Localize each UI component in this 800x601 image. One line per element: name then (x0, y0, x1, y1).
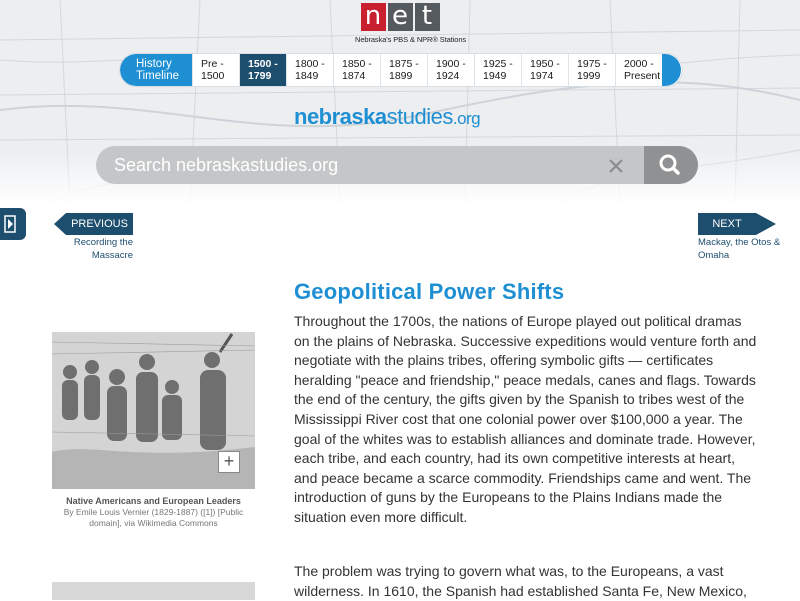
second-figure-image[interactable] (52, 582, 255, 600)
timeline-item-line1: 1850 - (342, 58, 372, 70)
next-page-link[interactable] (698, 236, 798, 262)
timeline-item-line1: 1975 - (577, 58, 607, 70)
next-page-title-line2: Omaha (698, 250, 730, 261)
timeline-item-pre-1500[interactable] (192, 54, 239, 86)
previous-arrow-icon[interactable] (54, 213, 66, 235)
logo-letter-e: e (388, 3, 413, 31)
article-title: Geopolitical Power Shifts (294, 279, 565, 304)
timeline-item-line2: Present (624, 70, 661, 82)
search-input[interactable] (96, 146, 644, 184)
timeline-item-line1: 1875 - (389, 58, 419, 70)
timeline-item-1950-1974[interactable] (521, 54, 568, 86)
timeline-item-1850-1874[interactable] (333, 54, 380, 86)
timeline-item-1875-1899[interactable] (380, 54, 427, 86)
wordmark-bold: nebraska (294, 104, 387, 129)
logo-letter-t: t (415, 3, 440, 31)
search-button[interactable] (644, 146, 698, 184)
timeline-item-2000-present[interactable] (615, 54, 662, 86)
timeline-item-line1: 1500 - (248, 58, 278, 70)
previous-button[interactable]: PREVIOUS (66, 213, 133, 235)
next-button[interactable]: NEXT (698, 213, 756, 235)
timeline-heading-line2: Timeline (136, 70, 180, 82)
previous-page-title-line1: Recording the (73, 237, 133, 248)
timeline-item-line1: 1900 - (436, 58, 466, 70)
close-icon (605, 155, 627, 177)
article-paragraph-2: The problem was trying to govern what was, to the Europeans, a vast wilderness. In 1610, the Spanish had established Santa Fe, New Mexico, (294, 563, 747, 599)
timeline-heading-line1: History (136, 58, 172, 70)
next-arrow-icon[interactable] (756, 213, 776, 235)
wordmark-domain: .org (452, 109, 481, 128)
timeline-item-1975-1999[interactable] (568, 54, 615, 86)
timeline-item-line1: 1925 - (483, 58, 513, 70)
net-logo[interactable] (355, 1, 467, 49)
expand-image-button[interactable]: + (218, 451, 240, 473)
timeline-item-line2: 1924 (436, 70, 460, 82)
timeline-item-line2: 1849 (295, 70, 319, 82)
logo-tagline: Nebraska's PBS & NPR® Stations (355, 35, 467, 44)
timeline-item-line2: 1949 (483, 70, 507, 82)
wordmark-light: studies (386, 104, 453, 129)
next-page-title-line1: Mackay, the Otos & (698, 237, 781, 248)
figure-caption-title: Native Americans and European Leaders (66, 496, 241, 506)
article-paragraph-1: Throughout the 1700s, the nations of Europe played out political dramas on the plains of Nebraska. Successive expeditions would venture forth and negotiate with the plains tribes, offering symbolic gifts — certificates heralding "peace and friendship," peace medals, canes and flags. Towards the end of the century, the gifts given by the Spanish to tribes west of the Mississippi River cost that one colonial power over $100,000 a year. The goal of the whites was to establish alliances and dominate trade. However, each tribe, and each country, had its own competitive interests at heart, and peace became a scarce commodity. Friendships came and went. The introduction of guns by the Europeans to the Plains Indians made the situation even more difficult. (294, 313, 757, 525)
timeline-item-line2: 1999 (577, 70, 601, 82)
timeline-item-1800-1849[interactable] (286, 54, 333, 86)
nebraskastudies-wordmark[interactable] (294, 104, 480, 130)
timeline-item-line2: 1500 (201, 70, 225, 82)
previous-page-title-line2: Massacre (91, 250, 133, 261)
timeline-item-line1: Pre - (201, 58, 224, 70)
search-icon (644, 146, 698, 184)
timeline-item-line2: 1974 (530, 70, 554, 82)
logo-letter-n: n (361, 3, 386, 31)
timeline-item-line1: 2000 - (624, 58, 654, 70)
chevron-right-icon (0, 208, 26, 240)
timeline-item-line1: 1950 - (530, 58, 560, 70)
clear-search-button[interactable] (605, 155, 627, 177)
timeline-item-line2: 1899 (389, 70, 413, 82)
timeline-item-line1: 1800 - (295, 58, 325, 70)
previous-page-link[interactable] (60, 236, 133, 262)
timeline-item-line2: 1874 (342, 70, 366, 82)
timeline-heading[interactable] (120, 54, 192, 86)
history-timeline-nav (120, 54, 682, 86)
timeline-item-1900-1924[interactable] (427, 54, 474, 86)
timeline-item-1925-1949[interactable] (474, 54, 521, 86)
figure-caption-credit: By Emile Louis Vernier (1829-1887) ([1]) [Public domain], via Wikimedia Commons (63, 507, 244, 528)
side-menu-toggle[interactable] (0, 208, 26, 240)
timeline-item-1500-1799[interactable] (239, 54, 286, 86)
timeline-item-line2: 1799 (248, 70, 272, 82)
